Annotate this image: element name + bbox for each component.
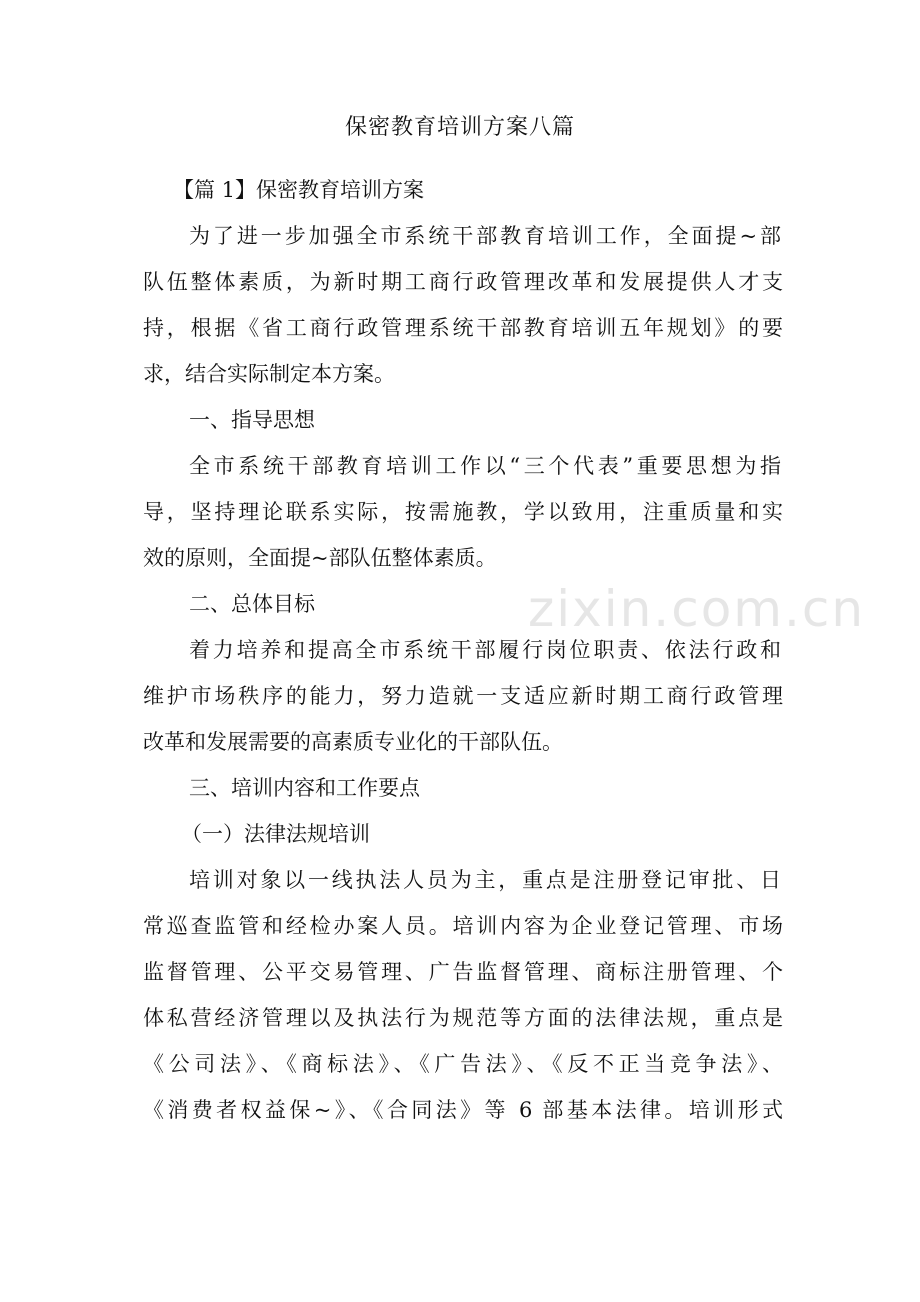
section-heading: 【篇 1】保密教育培训方案 bbox=[173, 178, 425, 202]
watermark-text: zixin.com.cn bbox=[528, 580, 866, 638]
paragraph-line: 维护市场秩序的能力，努力造就一支适应新时期工商行政管理 bbox=[143, 684, 783, 708]
subheading: 一、指导思想 bbox=[189, 408, 315, 432]
paragraph-line: 监督管理、公平交易管理、广告监督管理、商标注册管理、个 bbox=[143, 960, 783, 984]
paragraph-line: 队伍整体素质，为新时期工商行政管理改革和发展提供人才支 bbox=[143, 270, 783, 294]
paragraph-line: 《消费者权益保~》、《合同法》等 6 部基本法律。培训形式 bbox=[143, 1098, 783, 1122]
paragraph-line: 为了进一步加强全市系统干部教育培训工作，全面提~部 bbox=[189, 224, 781, 248]
paragraph-line: 体私营经济管理以及执法行为规范等方面的法律法规，重点是 bbox=[143, 1006, 783, 1030]
subheading: 三、培训内容和工作要点 bbox=[189, 776, 420, 800]
paragraph-line: 持，根据《省工商行政管理系统干部教育培训五年规划》的要 bbox=[143, 316, 783, 340]
paragraph-line: 求，结合实际制定本方案。 bbox=[143, 362, 395, 386]
paragraph-line: 《公司法》、《商标法》、《广告法》、《反不正当竞争法》、 bbox=[143, 1052, 783, 1076]
document-title: 保密教育培训方案八篇 bbox=[344, 115, 575, 140]
paragraph-line: 导，坚持理论联系实际，按需施教，学以致用，注重质量和实 bbox=[143, 500, 783, 524]
subheading: （一）法律法规培训 bbox=[181, 822, 370, 846]
subheading: 二、总体目标 bbox=[189, 592, 315, 616]
paragraph-line: 全市系统干部教育培训工作以“三个代表”重要思想为指 bbox=[189, 454, 781, 478]
paragraph-line: 常巡查监管和经检办案人员。培训内容为企业登记管理、市场 bbox=[143, 914, 783, 938]
paragraph-line: 培训对象以一线执法人员为主，重点是注册登记审批、日 bbox=[189, 868, 781, 892]
paragraph-line: 效的原则，全面提~部队伍整体素质。 bbox=[143, 546, 497, 570]
paragraph-line: 着力培养和提高全市系统干部履行岗位职责、依法行政和 bbox=[189, 638, 781, 662]
paragraph-line: 改革和发展需要的高素质专业化的干部队伍。 bbox=[143, 730, 563, 754]
